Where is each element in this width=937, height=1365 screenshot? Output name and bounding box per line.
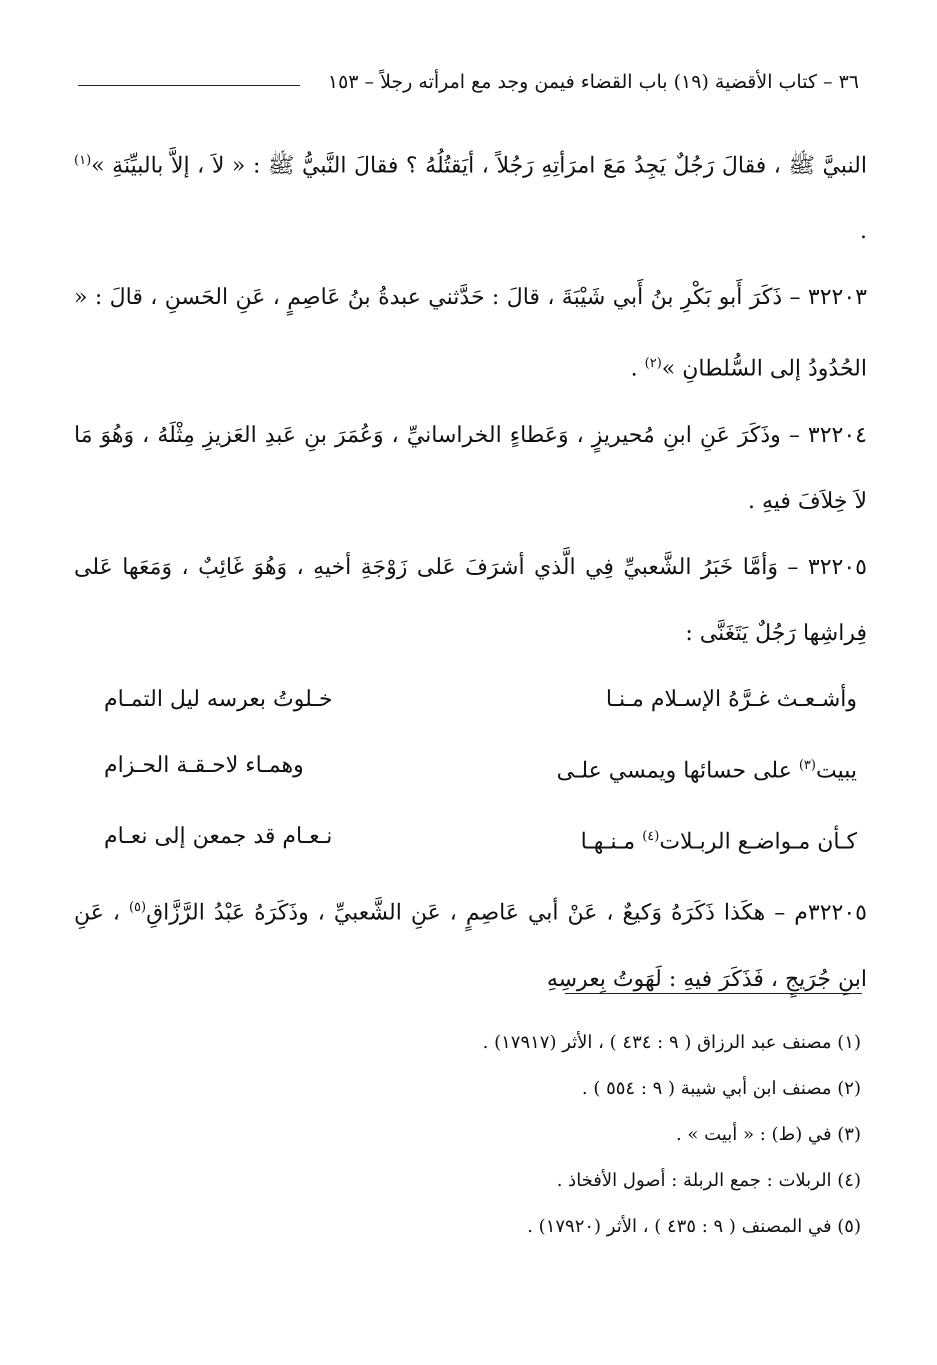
running-header	[78, 62, 859, 102]
footnote-rule	[565, 993, 862, 994]
footnote-5: (٥) في المصنف ( ٩ : ٤٣٥ ) ، الأثر (١٧٩٢٠) .	[527, 1216, 861, 1237]
verse-first-hemistich	[557, 733, 857, 804]
verse-first-hemistich	[581, 804, 857, 875]
verse-text-rest: على حسائها ويمسي علـى	[556, 757, 799, 783]
paragraph-continuation	[74, 128, 867, 265]
paragraph-32204	[74, 403, 867, 535]
footnote-2: (٢) مصنف ابن أبي شيبة ( ٩ : ٥٥٤ ) .	[581, 1078, 861, 1099]
paragraph-end: .	[630, 356, 645, 382]
paragraph-text: ٣٢٢٠٥م – هكَذا ذَكَرَهُ وَكيعٌ ، عَنْ أبي عَاصِمٍ ، عَنِ الشَّعبيِّ ، وذَكَرَهُ عَبْدُ الرَّزَّاقِ	[146, 900, 867, 926]
header-text: ٣٦ – كتاب الأقضية (١٩) باب القضاء فيمن وجد مع امرأته رجلاً – ١٥٣	[327, 71, 859, 93]
footnote-ref: (١)	[74, 153, 92, 168]
poem-verse	[74, 667, 867, 733]
footnote-1: (١) مصنف عبد الرزاق ( ٩ : ٤٣٤ ) ، الأثر (١٧٩١٧) .	[482, 1032, 861, 1053]
verse-text: يبيت	[815, 757, 857, 783]
verse-second-hemistich: نـعـام قد جمعن إلى نعـام	[104, 823, 333, 849]
footnotes	[74, 1020, 861, 1250]
poem	[74, 667, 867, 876]
poem-verse	[74, 733, 867, 804]
footnote-4: (٤) الربلات : جمع الربلة : أصول الأفخاذ .	[556, 1170, 861, 1191]
paragraph-text-rest: ، عَنِ ابنِ جُرَيجٍ ، فَذَكَرَ فيهِ : لَهَوتُ بِعرسِهِ	[74, 900, 867, 992]
verse-first-hemistich: وأشـعـث غـرَّهُ الإسـلام مـنـا	[605, 686, 857, 712]
paragraph-text: النبيَّ ﷺ ، فقالَ رَجُلٌ يَجِدُ مَعَ امرَأتِهِ رَجُلاً ، أيَقتُلُهُ ؟ فقالَ النَّبيُّ ﷺ : « لاَ ، إلاَّ بالبيِّنَةِ »	[91, 153, 867, 179]
footnote-3: (٣) في (ط) : « أبيت » .	[675, 1124, 861, 1145]
verse-second-hemistich: وهمـاء لاحـقـة الحـزام	[104, 752, 304, 778]
paragraph-text: ٣٢٢٠٣ – ذَكَرَ أَبو بَكْرِ بنُ أَبي شَيْبَةَ ، قالَ : حَدَّثني عبدةُ بنُ عَاصِمٍ ، عَنِ الحَسنِ ، قالَ : « الحُدُودُ إلى السُّلطانِ »	[74, 285, 867, 382]
paragraph-text: ٣٢٢٠٥ – وَأمَّا خَبَرُ الشَّعبيِّ فِي الَّذي أشرَفَ عَلى زَوْجَةِ أخيهِ ، وَهُوَ غَائِبٌ ، وَمَعَها عَلى فِراشِها رَجُلٌ يَتَغَنَّى :	[74, 554, 867, 646]
verse-text: كـأن مـواضـع الربـلات	[659, 829, 857, 855]
footnote-ref: (٥)	[128, 900, 147, 916]
footnote-ref: (٣)	[798, 757, 816, 773]
paragraph-end: .	[860, 219, 867, 245]
footnote-ref: (٤)	[642, 828, 660, 844]
poem-verse	[74, 804, 867, 875]
verse-text-rest: مـنـهـا	[580, 829, 643, 855]
main-text	[74, 128, 867, 1013]
paragraph-32203	[74, 265, 867, 402]
footnote-ref: (٢)	[644, 356, 662, 372]
header-rule	[78, 85, 300, 86]
paragraph-32205	[74, 535, 867, 667]
verse-second-hemistich: خـلوتُ بعرسه ليل التمـام	[104, 686, 333, 712]
paragraph-text: ٣٢٢٠٤ – وذَكَرَ عَنِ ابنِ مُحيريزٍ ، وَعَطاءٍ الخراسانيِّ ، وَعُمَرَ بنِ عَبدِ العَزيزِ مِثْلَهُ ، وَهُوَ مَا لاَ خِلاَفَ فيهِ .	[74, 422, 867, 514]
